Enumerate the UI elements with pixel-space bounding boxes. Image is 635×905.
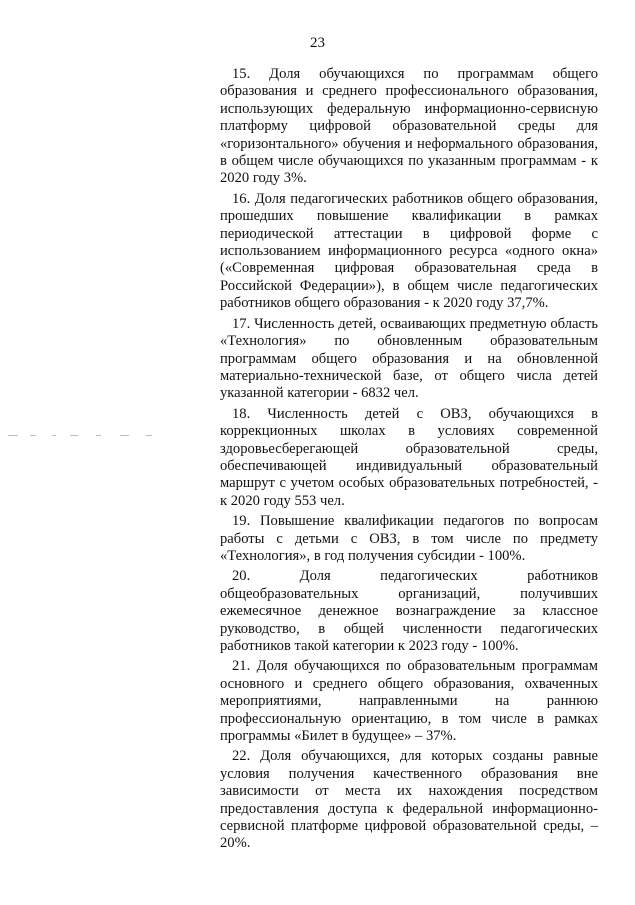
indicator-item-17: 17. Численность детей, осваивающих предметную область «Технология» по обновленным образовательным программам общего образования и на обновленной материально-технической базе, от общего числа детей указанной категории - 6832 чел. [220,315,598,402]
indicator-item-22: 22. Доля обучающихся, для которых созданы равные условия получения качественного образования вне зависимости от места их нахождения посредством предоставления доступа к федеральной информационно-сервисной платформе цифровой образовательной среды, – 20%. [220,748,598,852]
scan-artifact-marks [0,430,160,442]
indicator-item-16: 16. Доля педагогических работников общего образования, прошедших повышение квалификации в рамках периодической аттестации в цифровой форме с использованием информационного ресурса «одного окна» («Современная цифровая образовательная среда в Российской Федерации»), в общем числе педагогических работников общего образования - к 2020 году 37,7%. [220,190,598,312]
indicator-item-15: 15. Доля обучающихся по программам общего образования и среднего профессионального образования, использующих федеральную информационно-сервисную платформу цифровой образовательной среды для «горизонтального» обучения и неформального образования, в общем числе обучающихся по указанным программам - к 2020 году 3%. [220,66,598,187]
indicator-item-18: 18. Численность детей с ОВЗ, обучающихся в коррекционных школах в условиях современной здоровьесберегающей образовательной среды, обеспечивающей индивидуальный образовательный маршрут с учетом особых образовательных потребностей, - к 2020 году 553 чел. [220,405,598,509]
document-body [220,66,598,856]
page-number: 23 [310,35,325,51]
indicator-item-21: 21. Доля обучающихся по образовательным программам основного и среднего общего образования, охваченных мероприятиями, направленными на раннюю профессиональную ориентацию, в том числе в рамках программы «Билет в будущее» – 37%. [220,658,598,745]
indicator-item-19: 19. Повышение квалификации педагогов по вопросам работы с детьми с ОВЗ, в том числе по предмету «Технология», в год получения субсидии - 100%. [220,513,598,564]
indicator-item-20: 20. Доля педагогических работников общеобразовательных организаций, получивших ежемесячное денежное вознаграждение за классное руководство, в общей численности педагогических работников такой категории к 2023 году - 100%. [220,568,598,654]
